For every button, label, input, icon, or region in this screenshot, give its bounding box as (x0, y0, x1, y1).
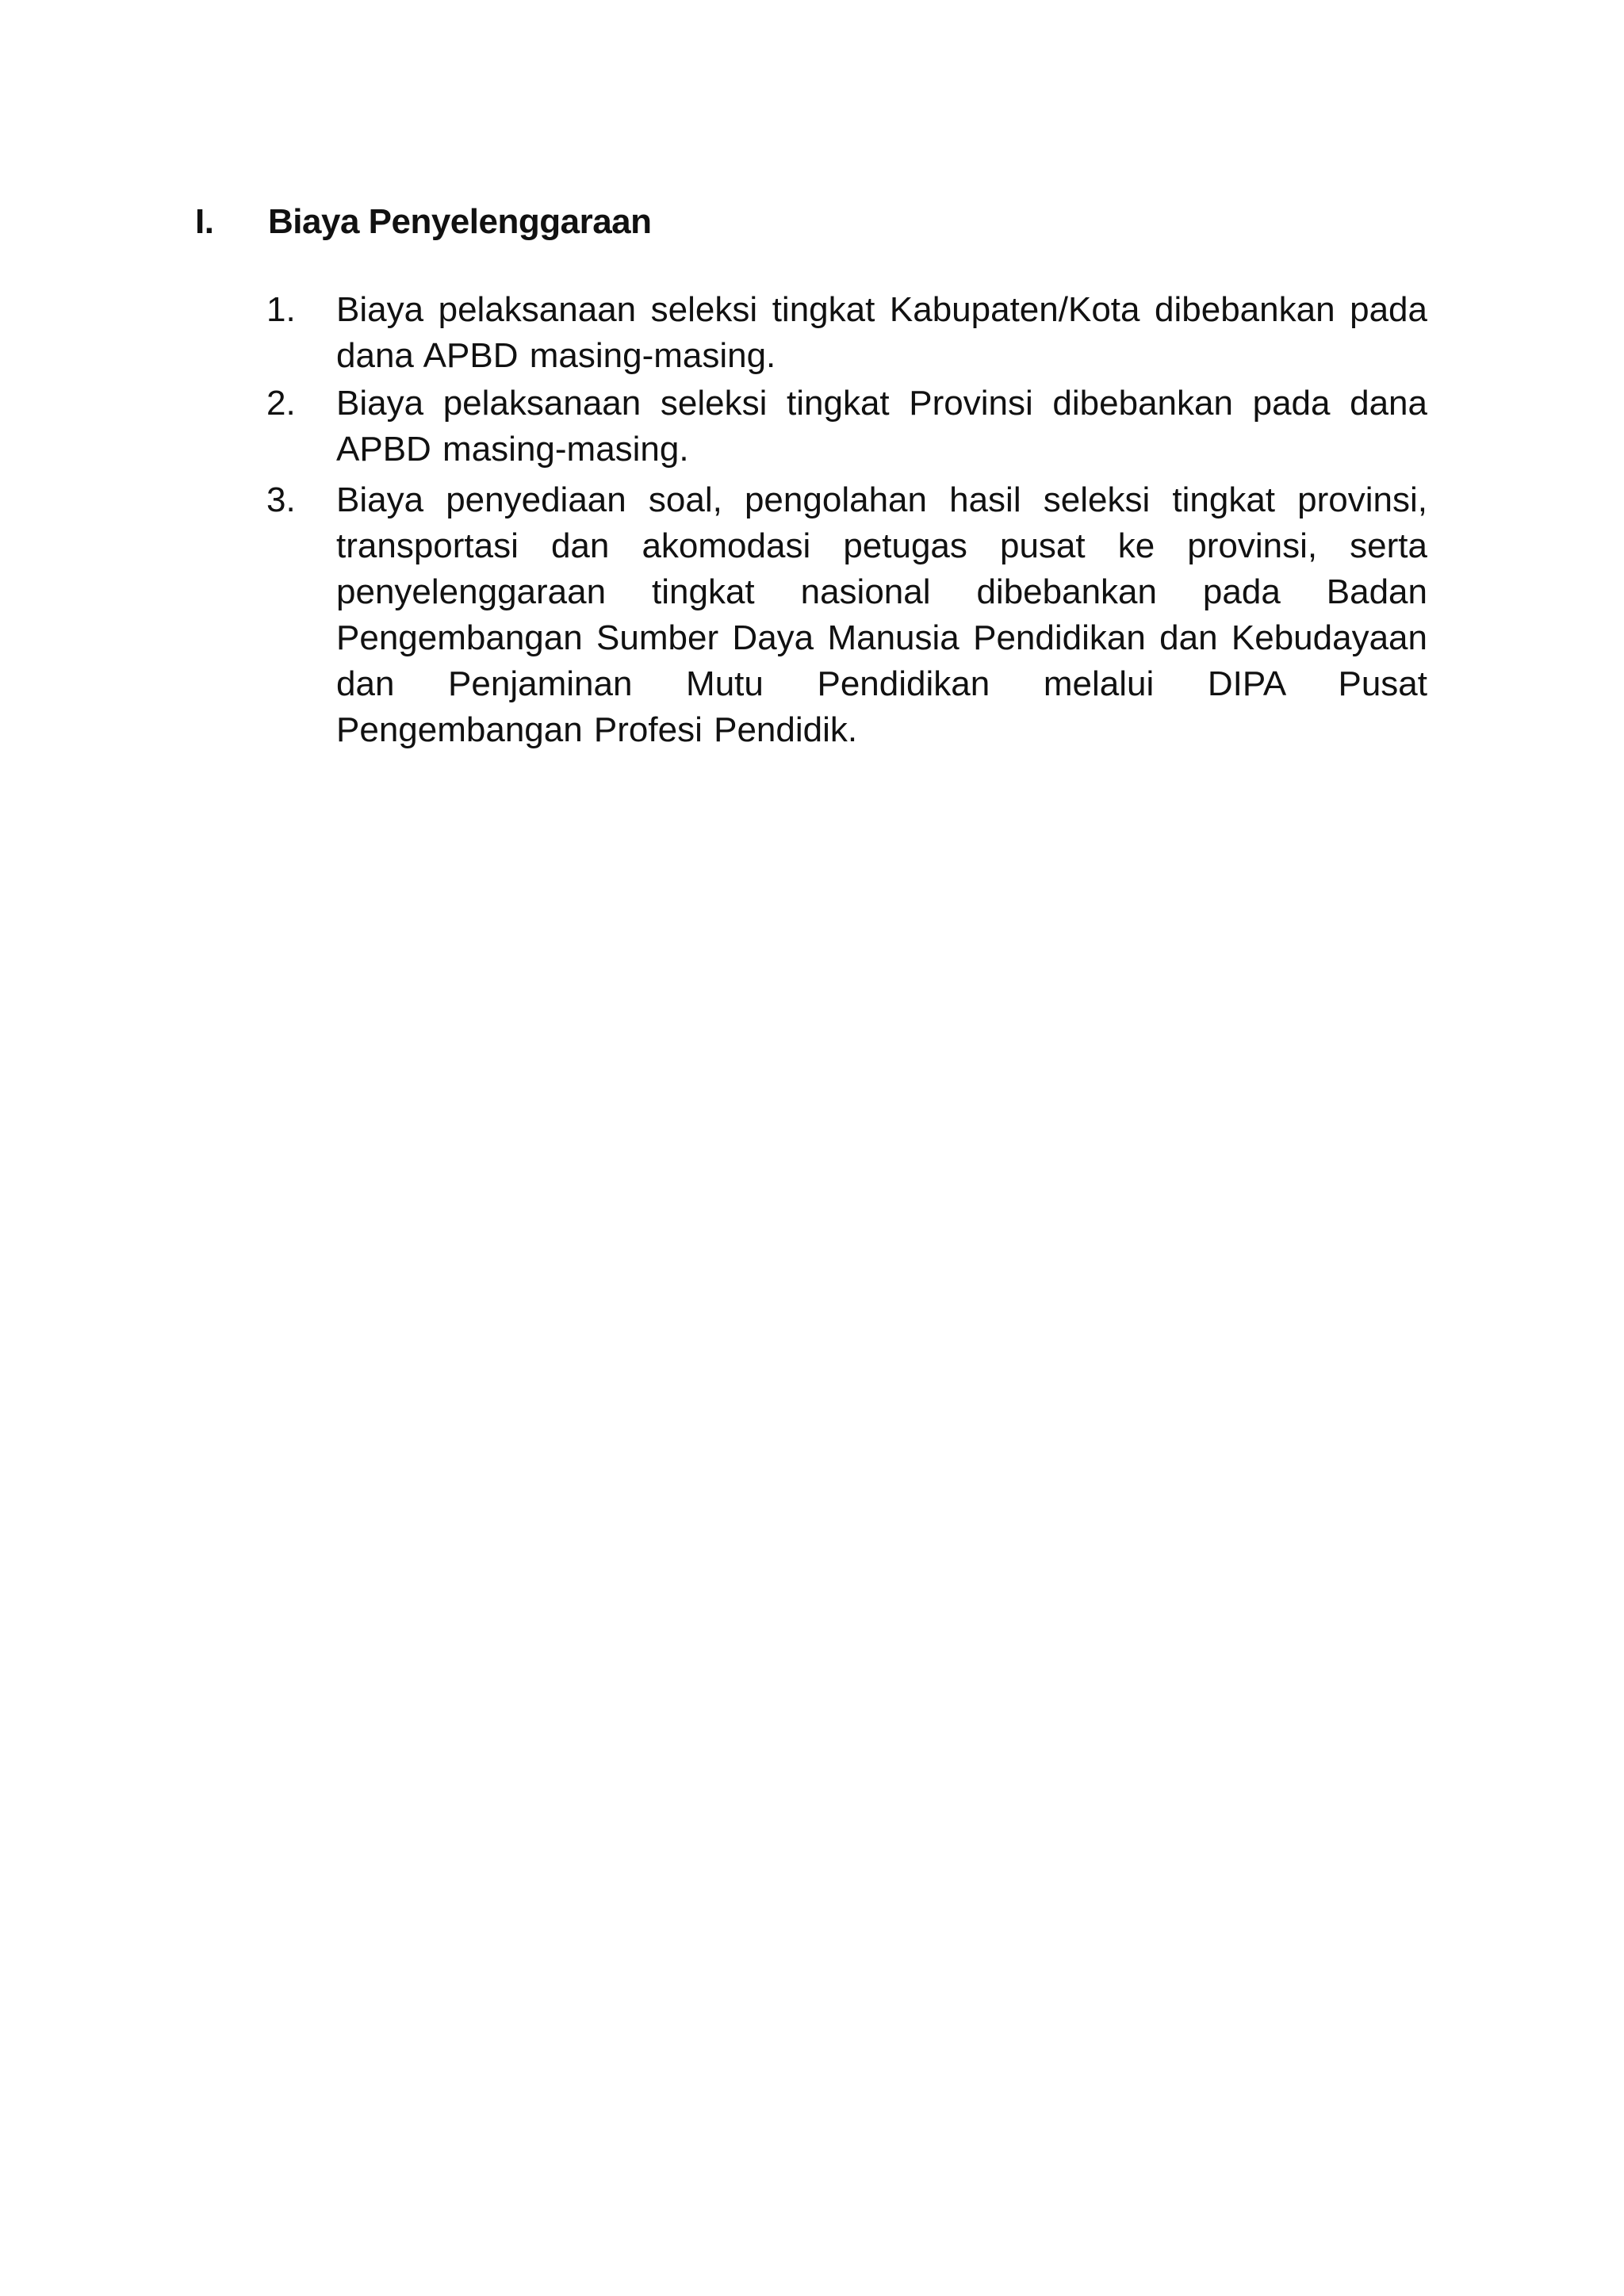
list-item-text: Biaya pelaksanaan seleksi tingkat Provinsi dibebankan pada dana APBD masing-masing. (336, 384, 1427, 469)
section-number: I. (195, 202, 214, 241)
list-item-number: 2. (266, 384, 296, 423)
list-item-number: 3. (266, 480, 296, 519)
list-item-text: Biaya pelaksanaan seleksi tingkat Kabupaten/Kota dibebankan pada dana APBD masing-masing. (336, 290, 1427, 375)
section-title: Biaya Penyelenggaraan (268, 202, 652, 241)
numbered-list (266, 287, 1427, 755)
section-heading (195, 198, 1432, 246)
list-item (266, 381, 1427, 473)
list-item-text: Biaya penyediaan soal, pengolahan hasil seleksi tingkat provinsi, transportasi dan akomodasi petugas pusat ke provinsi, serta penyelenggaraan tingkat nasional dibebankan pada Badan Pengembangan Sumber Daya Manusia Pendidikan dan Kebudayaan dan Penjaminan Mutu Pendidikan melalui DIPA Pusat Pengembangan Profesi Pendidik. (336, 480, 1427, 749)
list-item (266, 477, 1427, 753)
list-item-number: 1. (266, 290, 296, 329)
list-item (266, 287, 1427, 379)
section-biaya-penyelenggaraan (195, 198, 1432, 749)
